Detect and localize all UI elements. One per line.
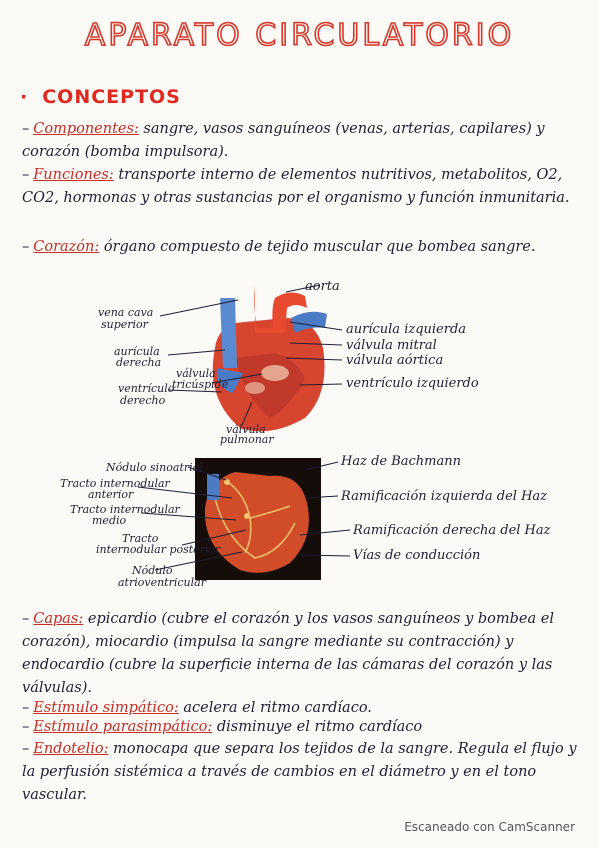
label-valvula-pulmonar-2: pulmonar	[220, 433, 274, 446]
label-ramificacion-derecha: Ramificación derecha del Haz	[353, 523, 551, 538]
label-vias-conduccion: Vías de conducción	[353, 548, 481, 563]
text-funciones: transporte interno de elementos nutritivos, metabolitos, O2, CO2, hormonas y otras sustancias por el organismo y función inmunitaria.	[22, 167, 570, 206]
label-tracto-anterior-2: anterior	[88, 488, 134, 501]
label-valvula-mitral: válvula mitral	[346, 338, 437, 353]
label-ramificacion-izquierda: Ramificación izquierda del Haz	[341, 489, 548, 504]
label-valvula-pulmonar-1: válvula	[226, 423, 266, 436]
paragraph-endotelio	[22, 738, 582, 807]
label-tracto-medio-1: Tracto internodular	[70, 503, 180, 516]
text-corazon: órgano compuesto de tejido muscular que bombea sangre.	[99, 239, 536, 255]
label-valvula-tricuspide-2: tricúspide	[172, 378, 229, 391]
dash: –	[22, 167, 30, 183]
label-nodulo-sinoatrial: Nódulo sinoatrial	[106, 461, 203, 474]
term-componentes: Componentes:	[33, 121, 139, 137]
label-tracto-posterior-1: Tracto	[122, 532, 159, 545]
paragraph-capas	[22, 608, 582, 700]
term-capas: Capas:	[33, 611, 84, 627]
heading-text: CONCEPTOS	[42, 86, 181, 108]
label-haz-bachmann: Haz de Bachmann	[341, 454, 461, 469]
text-simpatico: acelera el ritmo cardíaco.	[178, 700, 372, 716]
label-auricula-derecha-1: aurícula	[114, 345, 160, 358]
label-nodulo-av-1: Nódulo	[132, 564, 173, 577]
label-ventriculo-derecho-1: ventrículo	[118, 382, 175, 395]
term-simpatico: Estímulo simpático:	[33, 700, 179, 716]
label-valvula-aortica: válvula aórtica	[346, 353, 444, 368]
page-title: APARATO CIRCULATORIO	[84, 18, 515, 53]
label-ventriculo-izquierdo: ventrículo izquierdo	[346, 376, 479, 391]
dash: –	[22, 700, 30, 716]
paragraph-parasimpatico	[22, 716, 582, 739]
term-parasimpatico: Estímulo parasimpático:	[33, 719, 213, 735]
label-tracto-medio-2: medio	[92, 514, 127, 527]
dash: –	[22, 719, 30, 735]
term-corazon: Corazón:	[33, 239, 100, 255]
label-valvula-tricuspide-1: válvula	[176, 367, 216, 380]
label-ventriculo-derecho-2: derecho	[120, 394, 166, 407]
heading-bullet: ·	[20, 86, 29, 108]
term-funciones: Funciones:	[33, 167, 114, 183]
text-endotelio: monocapa que separa los tejidos de la sangre. Regula el flujo y la perfusión sistémica a través de cambios en el diámetro y en el tono vascular.	[22, 741, 577, 803]
label-nodulo-av-2: atrioventricular	[118, 576, 206, 589]
label-auricula-izquierda: aurícula izquierda	[346, 322, 467, 337]
label-tracto-posterior-2: internodular posterior	[96, 543, 221, 556]
dash: –	[22, 239, 30, 255]
scanner-watermark: Escaneado con CamScanner	[404, 820, 575, 834]
label-vena-cava-2: superior	[101, 318, 148, 331]
text-parasimpatico: disminuye el ritmo cardíaco	[212, 719, 423, 735]
label-tracto-anterior-1: Tracto internodular	[60, 477, 170, 490]
label-auricula-derecha-2: derecha	[116, 356, 162, 369]
text-capas: epicardio (cubre el corazón y los vasos sanguíneos y bombea el corazón), miocardio (impulsa la sangre mediante su contracción) y endocardio (cubre la superficie interna de las cámaras del corazón y las válvulas).	[22, 611, 554, 696]
term-endotelio: Endotelio:	[33, 741, 109, 757]
dash: –	[22, 121, 30, 137]
label-vena-cava-1: vena cava	[98, 306, 154, 319]
text-componentes: sangre, vasos sanguíneos (venas, arterias, capilares) y corazón (bomba impulsora).	[22, 121, 545, 160]
label-aorta: aorta	[305, 279, 340, 294]
dash: –	[22, 741, 30, 757]
dash: –	[22, 611, 30, 627]
